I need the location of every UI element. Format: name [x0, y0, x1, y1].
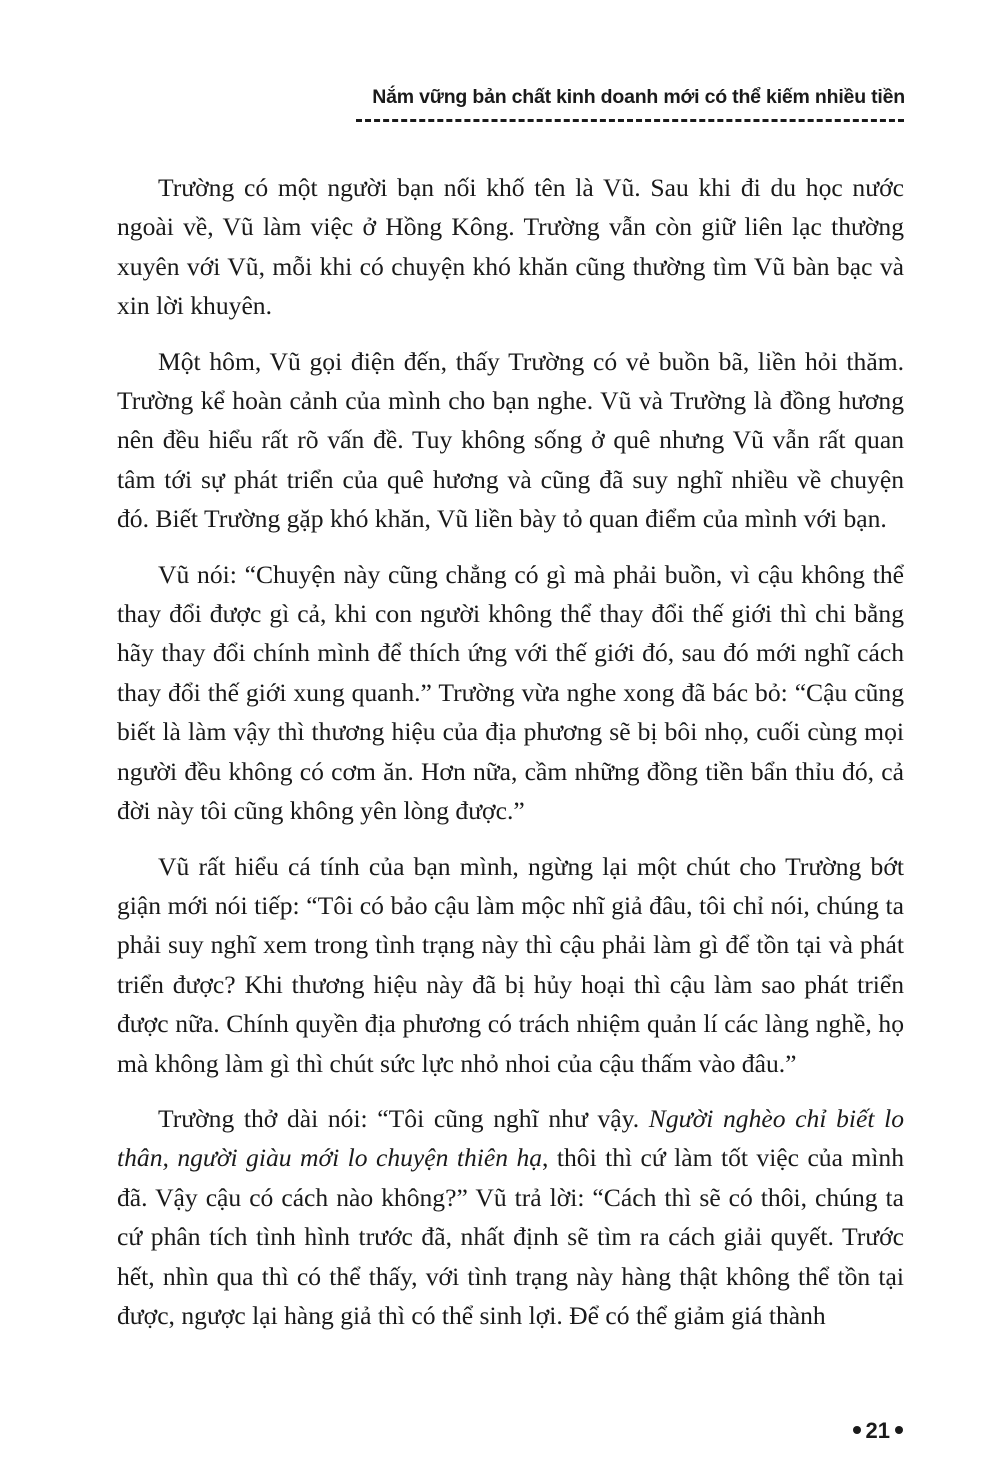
page-number	[848, 1418, 908, 1444]
header-dashed-rule	[356, 119, 904, 122]
paragraph-5	[117, 1099, 904, 1335]
running-header: Nắm vững bản chất kinh doanh mới có thể kiếm nhiều tiền	[372, 86, 905, 108]
paragraph-2: Một hôm, Vũ gọi điện đến, thấy Trường có vẻ buồn bã, liền hỏi thăm. Trường kể hoàn cảnh của mình cho bạn nghe. Vũ và Trường là đồng hương nên đều hiểu rất rõ vấn đề. Tuy không sống ở quê nhưng Vũ vẫn rất quan tâm tới sự phát triển của quê hương và cũng đã suy nghĩ nhiều về chuyện đó. Biết Trường gặp khó khăn, Vũ liền bày tỏ quan điểm của mình với bạn.	[117, 346, 904, 534]
bullet-left-icon	[853, 1426, 861, 1434]
paragraph-3: Vũ nói: “Chuyện này cũng chẳng có gì mà phải buồn, vì cậu không thể thay đổi được gì cả, khi con người không thể thay đổi thế giới thì chi bằng hãy thay đổi chính mình để thích ứng với thế giới đó, sau đó mới nghĩ cách thay đổi thế giới xung quanh.” Trường vừa nghe xong đã bác bỏ: “Cậu cũng biết là làm vậy thì thương hiệu của địa phương sẽ bị bôi nhọ, cuối cùng mọi người đều không có cơm ăn. Hơn nữa, cầm những đồng tiền bẩn thỉu đó, cả đời này tôi cũng không yên lòng được.”	[117, 559, 904, 826]
paragraph-1: Trường có một người bạn nối khố tên là Vũ. Sau khi đi du học nước ngoài về, Vũ làm việc ở Hồng Kông. Trường vẫn còn giữ liên lạc thường xuyên với Vũ, mỗi khi có chuyện khó khăn cũng thường tìm Vũ bàn bạc và xin lời khuyên.	[117, 173, 904, 321]
paragraph-4: Vũ rất hiểu cá tính của bạn mình, ngừng lại một chút cho Trường bớt giận mới nói tiếp: “Tôi có bảo cậu làm mộc nhĩ giả đâu, tôi chỉ nói, chúng ta phải suy nghĩ xem trong tình trạng này thì cậu phải làm gì để tồn tại và phát triển được? Khi thương hiệu này đã bị hủy hoại thì cậu làm sao phát triển được nữa. Chính quyền địa phương có trách nhiệm quản lí các làng nghề, họ mà không làm gì thì chút sức lực nhỏ nhoi của cậu thấm vào đâu.”	[117, 851, 904, 1078]
page-number-value: 21	[865, 1418, 890, 1443]
proverb-italic: Người nghèo chỉ biết lo thân, người giàu mới lo chuyện thiên hạ	[117, 1103, 904, 1173]
paragraph-5-start: Trường thở dài nói: “Tôi cũng nghĩ như vậy.	[158, 1103, 649, 1133]
body-text	[117, 168, 904, 1335]
bullet-right-icon	[895, 1426, 903, 1434]
paragraph-5-end: , thôi thì cứ làm tốt việc của mình đã. Vậy cậu có cách nào không?” Vũ trả lời: “Cách thì sẽ có thôi, chúng ta cứ phân tích tình hình trước đã, nhất định sẽ tìm ra cách giải quyết. Trước hết, nhìn qua thì có thể thấy, với tình trạng này hàng thật không thể tồn tại được, ngược lại hàng giả thì có thể sinh lợi. Để có thể giảm giá thành	[117, 1143, 904, 1330]
